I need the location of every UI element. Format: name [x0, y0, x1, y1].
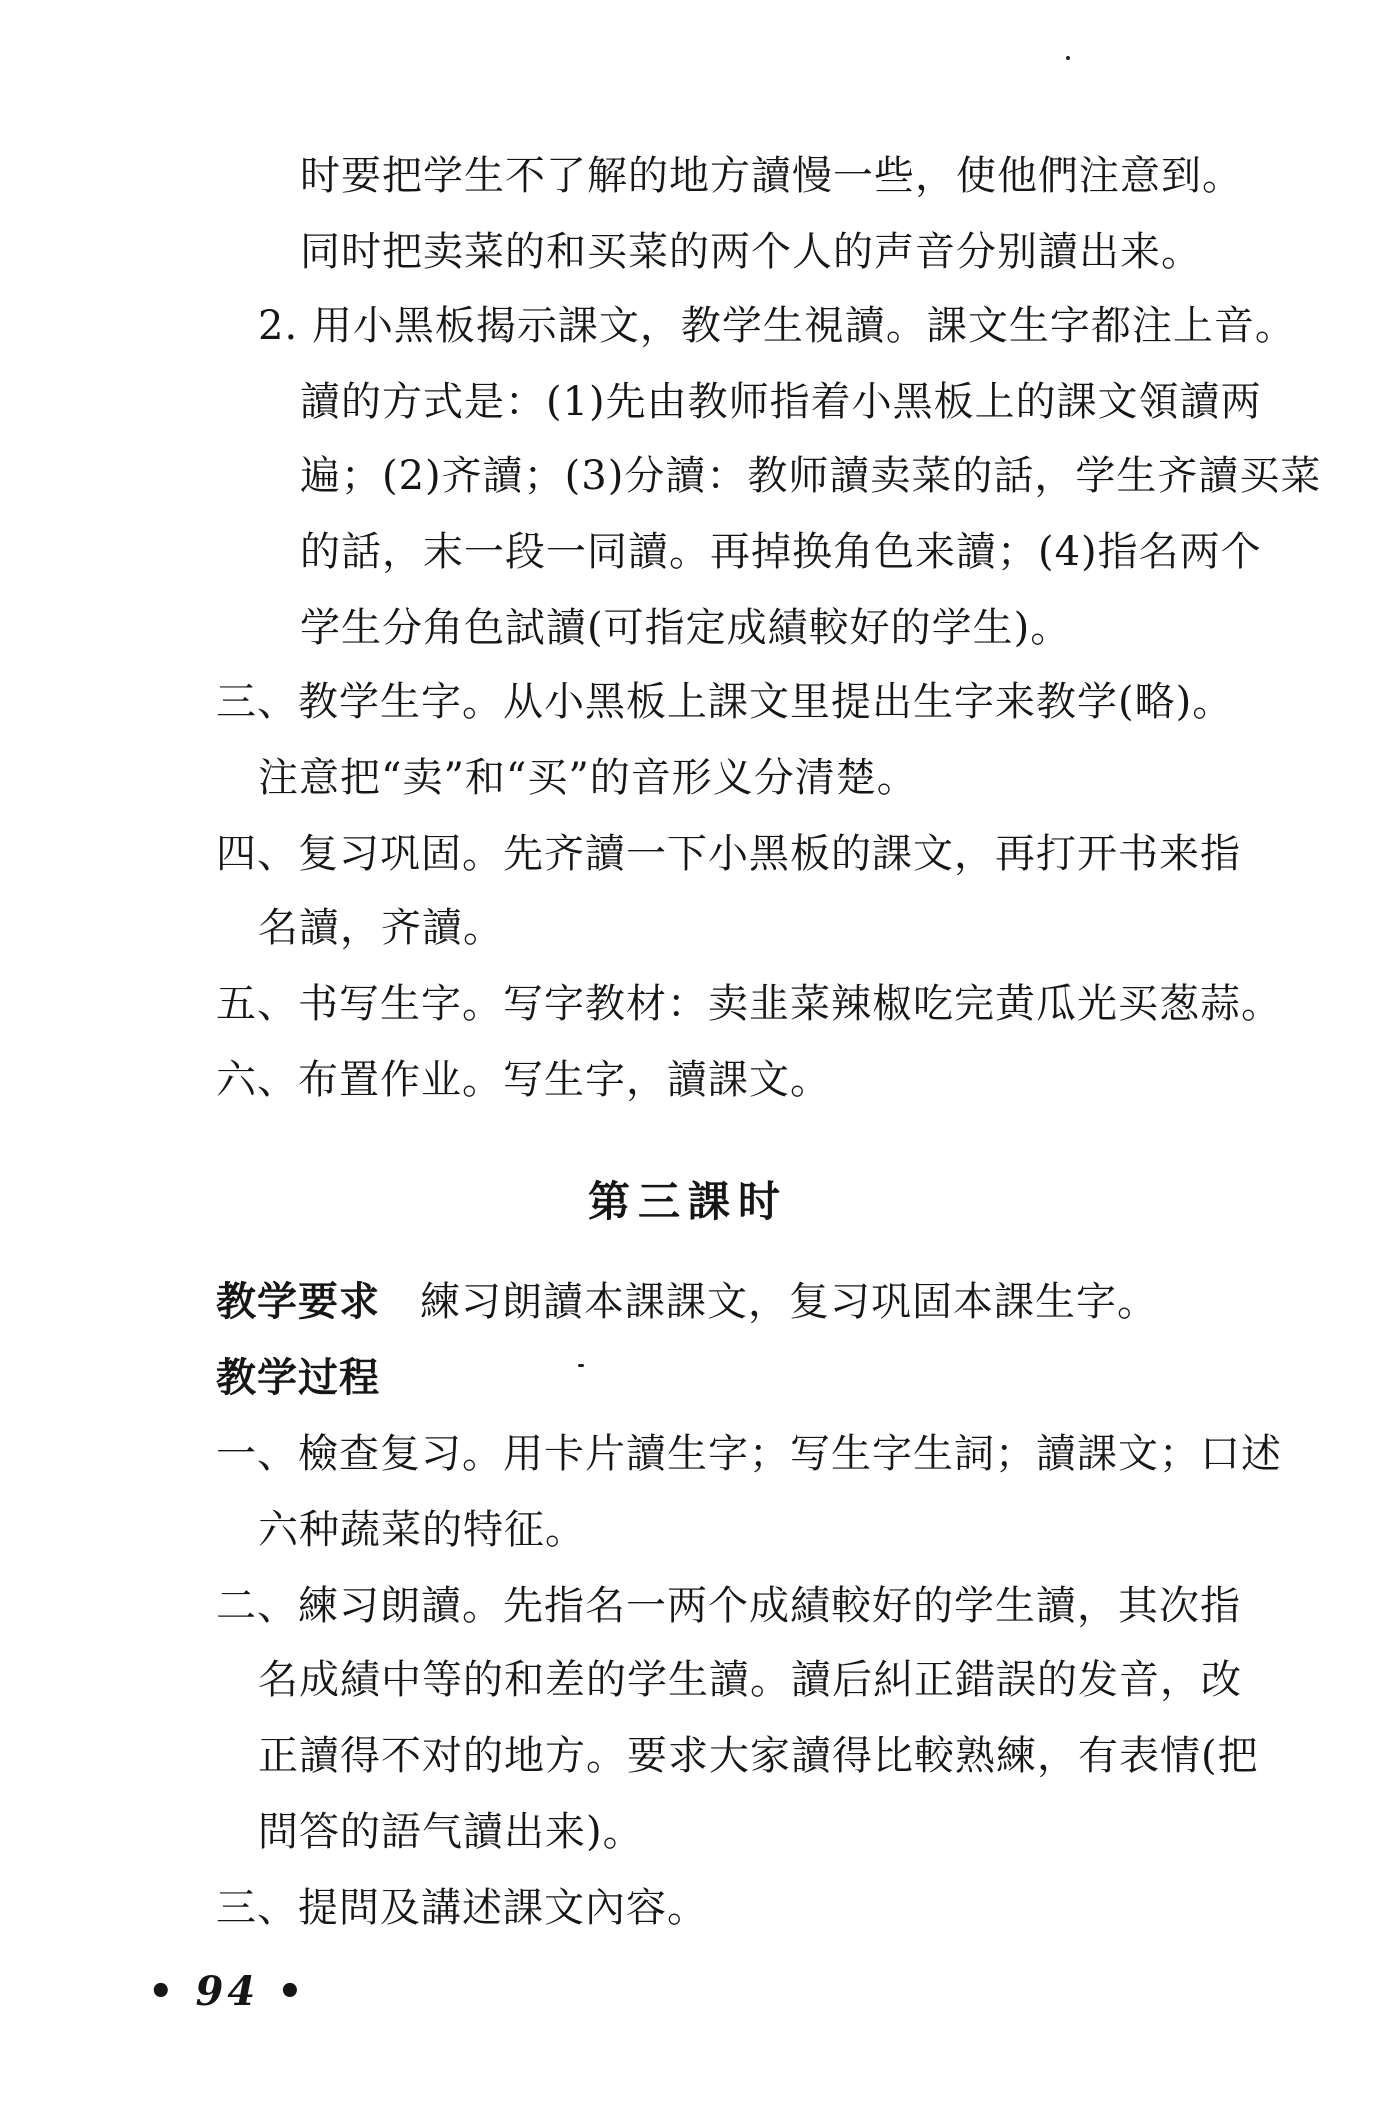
text-line-11: 名讀，齐讀。: [258, 905, 504, 951]
teaching-requirement: [216, 1274, 1158, 1330]
page-number: • 94 •: [148, 1968, 307, 2015]
print-speck: [1066, 56, 1070, 60]
text-line-13: 六、布置作业。写生字，讀課文。: [216, 1057, 831, 1103]
text-line-12: 五、书写生字。写字教材：卖韭菜辣椒吃完黄瓜光买葱蒜。: [216, 981, 1282, 1027]
text-line-3: 2. 用小黑板揭示課文，教学生視讀。課文生字都注上音。: [258, 303, 1296, 349]
text-line-m7: 三、提問及講述課文內容。: [216, 1885, 708, 1931]
text-line-m1: 一、檢查复习。用卡片讀生字；写生字生詞；讀課文；口述: [216, 1431, 1282, 1477]
requirement-text: 練习朗讀本課課文，复习巩固本課生字。: [420, 1279, 1158, 1325]
text-line-6: 的話，末一段一同讀。再掉换角色来讀；(4)指名两个: [300, 529, 1262, 575]
section-heading: 第三課时: [587, 1177, 788, 1226]
text-line-4: 讀的方式是：(1)先由教师指着小黑板上的課文領讀两: [300, 379, 1262, 425]
text-line-5: 遍；(2)齐讀；(3)分讀：教师讀卖菜的話，学生齐讀买菜: [300, 453, 1322, 499]
text-line-m3: 二、練习朗讀。先指名一两个成績較好的学生讀，其次指: [216, 1583, 1241, 1629]
process-label: 教学过程: [216, 1354, 380, 1401]
text-line-1: 时要把学生不了解的地方讀慢一些，使他們注意到。: [300, 153, 1243, 199]
text-line-m2: 六种蔬菜的特征。: [258, 1507, 586, 1553]
text-line-10: 四、复习巩固。先齐讀一下小黑板的課文，再打开书来指: [216, 831, 1241, 877]
text-line-8: 三、教学生字。从小黑板上課文里提出生字来教学(略)。: [216, 679, 1234, 725]
requirement-label: 教学要求: [216, 1278, 380, 1325]
print-speck: [578, 1364, 584, 1367]
text-line-9: 注意把“卖”和“买”的音形义分清楚。: [258, 755, 918, 801]
text-line-m4: 名成績中等的和差的学生讀。讀后糾正錯誤的发音，改: [258, 1657, 1242, 1703]
text-line-7: 学生分角色試讀(可指定成績較好的学生)。: [300, 605, 1072, 651]
text-line-m6: 問答的語气讀出来)。: [258, 1809, 644, 1855]
text-line-m5: 正讀得不对的地方。要求大家讀得比較熟練，有表情(把: [258, 1733, 1259, 1779]
text-line-2: 同时把卖菜的和买菜的两个人的声音分别讀出来。: [300, 229, 1202, 275]
